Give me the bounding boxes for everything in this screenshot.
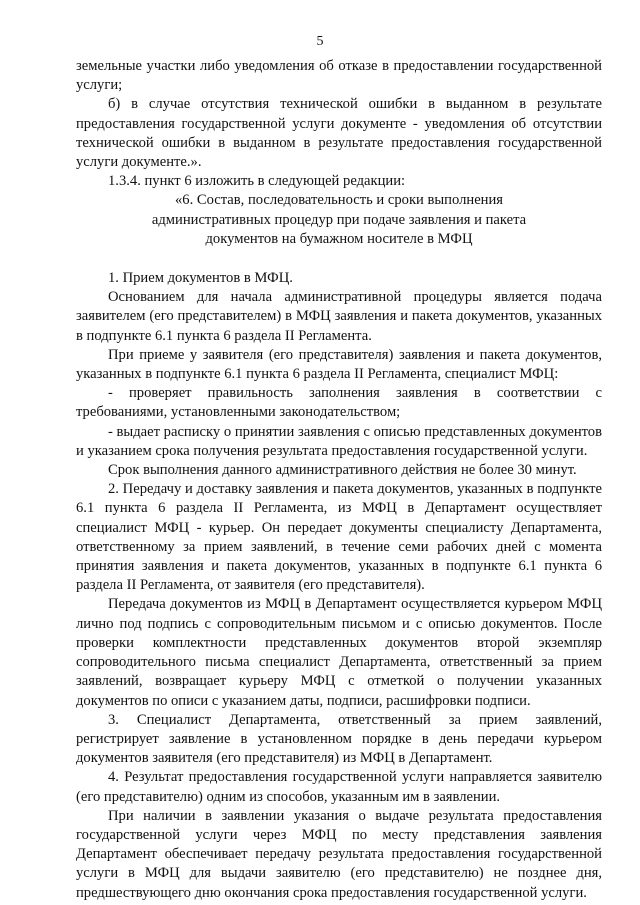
paragraph: Срок выполнения данного административного действия не более 30 минут.: [108, 462, 577, 479]
paragraph: 1.3.4. пункт 6 изложить в следующей редакции:: [108, 173, 406, 190]
paragraph: При наличии в заявлении указания о выдаче результата предоставления государственной услуги через МФЦ по месту представления заявления Департамент обеспечивает передачу результата предоставления государственной услуги в МФЦ для выдачи заявителю (его представителю) не позднее дня, предшествующего дню окончания срока предоставления государственной услуги.: [76, 807, 602, 901]
paragraph: Передача документов из МФЦ в Департамент осуществляется курьером МФЦ лично под подпись с сопроводительным письмом и с описью документов. После проверки комплектности представленных документов второй экземпляр сопроводительного письма специалист Департамента, ответственный за прием заявлений, возвращает курьеру МФЦ с отметкой о получении указанных документов по описи с указанием даты, подписи, расшифровки подписи.: [76, 596, 602, 709]
paragraph: 4. Результат предоставления государственной услуги направляется заявителю (его представителю) одним из способов, указанным им в заявлении.: [76, 769, 602, 805]
paragraph: 3. Специалист Департамента, ответственный за прием заявлений, регистрирует заявление в установленном порядке в день передачи курьером документов заявителя (его представителя) из МФЦ в Департамент.: [76, 711, 602, 767]
paragraph: 1. Прием документов в МФЦ.: [108, 270, 293, 287]
page-number: 5: [316, 34, 324, 49]
paragraph: земельные участки либо уведомления об отказе в предоставлении государственной услуги;: [76, 58, 602, 94]
list-item: - выдает расписку о принятии заявления с описью представленных документов и указанием срока получения результата предоставления государственной услуги.: [76, 423, 602, 459]
spacer: [76, 249, 602, 269]
paragraph: 2. Передачу и доставку заявления и пакета документов, указанных в подпункте 6.1 пункта 6 раздела II Регламента, из МФЦ в Департамент осуществляет специалист МФЦ - курьер. Он передает документы специалисту Департамента, ответственному за прием заявлений, в течение семи рабочих дней с момента принятия заявления и пакета документов, указанных в подпункте 6.1 пункта 6 раздела II Регламента, от заявителя (его представителя).: [76, 481, 602, 594]
paragraph: При приеме у заявителя (его представителя) заявления и пакета документов, указанных в подпункте 6.1 пункта 6 раздела II Регламента, специалист МФЦ:: [76, 346, 602, 383]
section-heading: «6. Состав, последовательность и сроки выполнения административных процедур при подаче заявления и пакета документов на бумажном носителе в МФЦ: [151, 192, 527, 247]
document-body: [76, 57, 602, 903]
paragraph: Основанием для начала административной процедуры является подача заявителем (его представителем) в МФЦ заявления и пакета документов, указанных в подпункте 6.1 пункта 6 раздела II Регламента.: [76, 289, 602, 344]
paragraph: б) в случае отсутствия технической ошибки в выданном в результате предоставления государственной услуги документе - уведомления об отсутствии технической ошибки в выданном в результате предоставления государственной услуги документе.».: [76, 96, 602, 171]
list-item: - проверяет правильность заполнения заявления в соответствии с требованиями, установленными законодательством;: [76, 385, 602, 421]
